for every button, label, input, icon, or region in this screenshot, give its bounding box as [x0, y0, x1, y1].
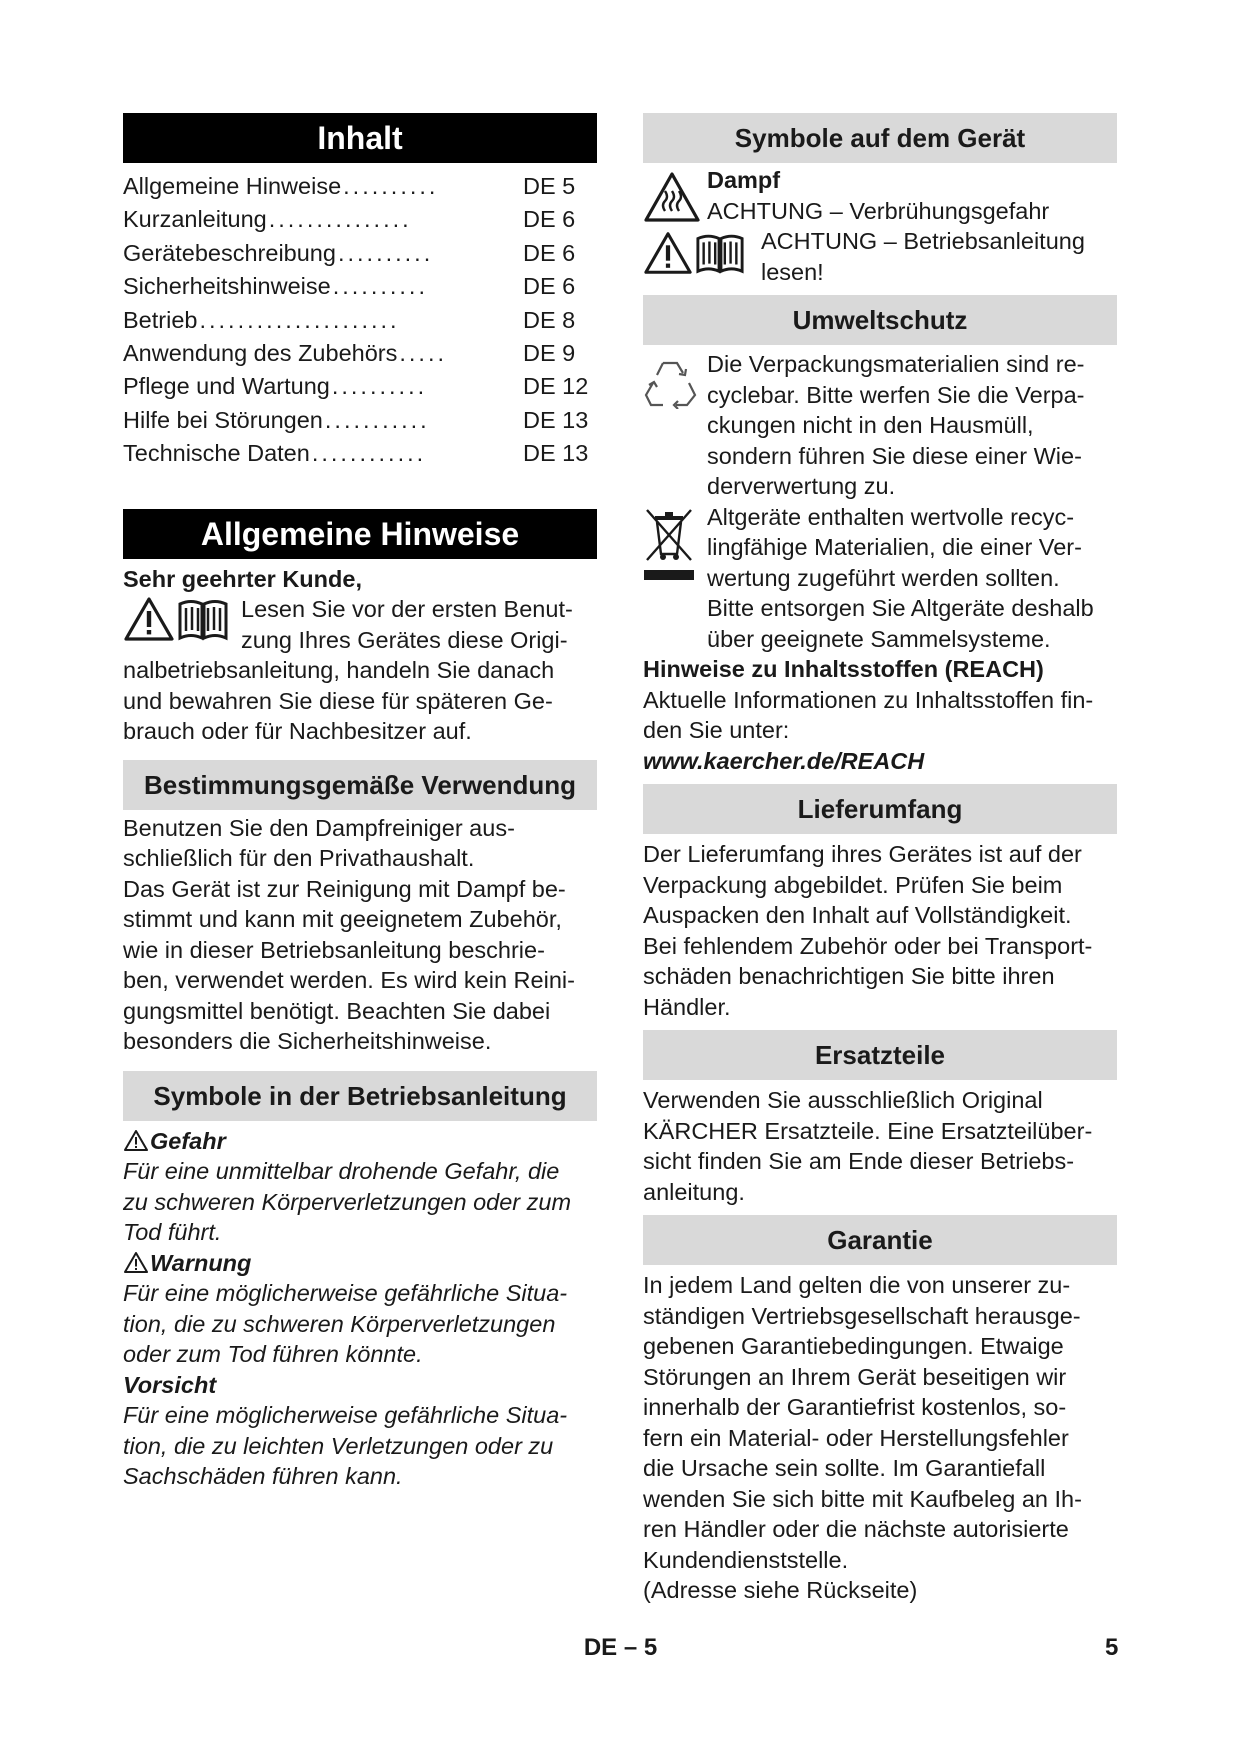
toc-entry-dots: ..........	[331, 373, 428, 400]
text-line: oder zum Tod führen könnte.	[123, 1341, 423, 1368]
toc-entry[interactable]	[123, 237, 597, 270]
toc-entry-title: Technische Daten	[123, 440, 310, 467]
toc-entry-dots: ...............	[268, 206, 412, 233]
text-line: wenden Sie sich bitte mit Kaufbeleg an Ih-	[643, 1485, 1082, 1512]
dampf-notice	[643, 165, 1117, 226]
text-line: schäden benachrichtigen Sie bitte ihren	[643, 963, 1055, 989]
right-column	[643, 113, 1117, 1606]
text-line: In jedem Land gelten die von unserer zu-	[643, 1272, 1071, 1298]
text-line: gebenen Garantiebedingungen. Etwaige	[643, 1333, 1064, 1359]
text-line: ben, verwendet werden. Es wird kein Reini-	[123, 967, 575, 994]
toc-entry-title: Allgemeine Hinweise	[123, 173, 342, 199]
text-line: lesen!	[761, 258, 824, 285]
reach-heading: Hinweise zu Inhaltsstoffen (REACH)	[643, 656, 1044, 682]
text-line: lingfähige Materialien, die einer Ver-	[707, 534, 1082, 560]
toc-heading: Inhalt	[123, 113, 597, 163]
toc-entry[interactable]	[123, 270, 597, 303]
toc-entry-dots: ..........	[337, 239, 434, 266]
toc-entry[interactable]	[123, 170, 597, 203]
page-number: 5	[1105, 1634, 1119, 1661]
text-line: Das Gerät ist zur Reinigung mit Dampf be-	[123, 875, 566, 902]
toc-entry-title: Anwendung des Zubehörs	[123, 340, 398, 367]
text-line: ckungen nicht in den Hausmüll,	[707, 412, 1034, 438]
warnung-label: Warnung	[150, 1249, 252, 1276]
text-line: stimmt und kann mit geeignetem Zubehör,	[123, 906, 562, 933]
toc-entry-page: DE 9	[523, 340, 576, 367]
section-heading-bestimmung: Bestimmungsgemäße Verwendung	[123, 760, 597, 810]
section-heading-garantie: Garantie	[643, 1215, 1117, 1265]
text-line: ren Händler oder die nächste autorisierte	[643, 1516, 1069, 1542]
text-line: Händler.	[643, 993, 731, 1020]
toc-entry[interactable]	[123, 370, 597, 403]
toc-entry-title: Kurzanleitung	[123, 206, 267, 233]
toc-entry[interactable]	[123, 304, 597, 337]
toc-entry-dots: .....................	[199, 306, 400, 333]
manual-book-icon	[177, 596, 229, 642]
toc-entry-page: DE 5	[523, 173, 576, 199]
text-line: zu schweren Körperverletzungen oder zum	[123, 1188, 572, 1215]
steam-warning-icon	[643, 171, 701, 223]
text-line: zung Ihres Gerätes diese Origi-	[241, 626, 568, 653]
recycling-icon	[643, 357, 697, 409]
text-line: sicht finden Sie am Ende dieser Betriebs-	[643, 1148, 1075, 1174]
text-line: Bitte entsorgen Sie Altgeräte deshalb	[707, 595, 1094, 621]
garantie-body	[643, 1270, 1117, 1606]
greeting: Sehr geehrter Kunde,	[123, 565, 362, 592]
section-heading-umweltschutz: Umweltschutz	[643, 295, 1117, 345]
warning-triangle-icon	[123, 1251, 149, 1274]
toc-entry-title: Hilfe bei Störungen	[123, 406, 323, 433]
text-line: Für eine unmittelbar drohende Gefahr, die	[123, 1158, 560, 1185]
section-heading-lieferumfang: Lieferumfang	[643, 784, 1117, 834]
text-line: sondern führen Sie diese einer Wie-	[707, 442, 1082, 469]
text-line: Der Lieferumfang ihres Gerätes ist auf der	[643, 841, 1082, 867]
ersatzteile-body	[643, 1085, 1117, 1207]
warning-triangle-icon	[123, 596, 175, 642]
text-line: cyclebar. Bitte werfen Sie die Verpa-	[707, 381, 1085, 408]
text-line: innerhalb der Garantiefrist kostenlos, so-	[643, 1394, 1067, 1420]
section-heading-ersatzteile: Ersatzteile	[643, 1030, 1117, 1080]
toc-entry-page: DE 8	[523, 306, 576, 333]
toc-entry-dots: .....	[399, 340, 448, 367]
left-column	[123, 113, 597, 1492]
toc-entry-title: Sicherheitshinweise	[123, 273, 331, 300]
toc-entry-page: DE 13	[523, 440, 589, 467]
text-line: Die Verpackungsmaterialien sind re-	[707, 351, 1085, 377]
gefahr-heading	[123, 1126, 597, 1157]
text-line: den Sie unter:	[643, 717, 790, 743]
text-line: Tod führt.	[123, 1219, 222, 1246]
toc-entry-page: DE 6	[523, 239, 576, 266]
text-line: tion, die zu leichten Verletzungen oder zu	[123, 1432, 554, 1459]
toc-entry-page: DE 12	[523, 373, 589, 400]
table-of-contents	[123, 170, 597, 471]
text-line: wie in dieser Betriebsanleitung beschrie-	[123, 936, 545, 963]
vorsicht-label: Vorsicht	[123, 1371, 217, 1398]
text-line: Sachschäden führen kann.	[123, 1463, 403, 1490]
section-heading-symbole-anleitung: Symbole in der Betriebsanleitung	[123, 1071, 597, 1121]
gefahr-label: Gefahr	[150, 1127, 226, 1154]
text-line: Störungen an Ihrem Gerät beseitigen wir	[643, 1363, 1067, 1390]
toc-entry-title: Betrieb	[123, 306, 198, 333]
text-line: (Adresse siehe Rückseite)	[643, 1577, 918, 1603]
lieferumfang-body	[643, 839, 1117, 1022]
text-line: Für eine möglicherweise gefährliche Situa-	[123, 1402, 568, 1429]
text-line: Für eine möglicherweise gefährliche Situa-	[123, 1280, 568, 1307]
toc-entry-dots: ..........	[332, 273, 428, 300]
read-manual-notice	[123, 594, 597, 655]
text-line: Auspacken den Inhalt auf Vollständigkeit.	[643, 902, 1072, 928]
warnung-heading	[123, 1248, 597, 1279]
text-line: KÄRCHER Ersatzteile. Eine Ersatzteilüber-	[643, 1117, 1093, 1144]
text-line: nalbetriebsanleitung, handeln Sie danach	[123, 657, 555, 684]
text-line: Verpackung abgebildet. Prüfen Sie beim	[643, 871, 1063, 898]
text-line: und bewahren Sie diese für späteren Ge-	[123, 687, 553, 714]
toc-entry-page: DE 6	[523, 273, 576, 300]
text-line: anleitung.	[643, 1178, 745, 1205]
toc-entry-page: DE 13	[523, 406, 589, 433]
text-line: besonders die Sicherheitshinweise.	[123, 1028, 492, 1055]
toc-entry[interactable]	[123, 404, 597, 437]
manual-book-icon	[695, 230, 745, 276]
read-manual-device-notice	[643, 226, 1117, 287]
text-line: derverwertung zu.	[707, 473, 896, 499]
section-heading-symbole-geraet: Symbole auf dem Gerät	[643, 113, 1117, 163]
toc-entry-page: DE 6	[523, 206, 576, 233]
footer-section-label: DE – 5	[583, 1634, 658, 1661]
text-line: schließlich für den Privathaushalt.	[123, 845, 475, 872]
bestimmung-body	[123, 813, 597, 1057]
toc-entry-dots: ..........	[343, 173, 439, 199]
text-line: Bei fehlendem Zubehör oder bei Transport-	[643, 932, 1093, 959]
recycling-notice	[643, 349, 1117, 502]
text-line: Benutzen Sie den Dampfreiniger aus-	[123, 814, 515, 841]
warning-triangle-icon	[643, 230, 693, 276]
crossed-bin-icon	[643, 506, 695, 586]
toc-entry-dots: ............	[311, 440, 427, 467]
text-line: tion, die zu schweren Körperverletzungen	[123, 1310, 556, 1337]
text-line: Verwenden Sie ausschließlich Original	[643, 1087, 1043, 1113]
section-heading-allgemeine-hinweise: Allgemeine Hinweise	[123, 509, 597, 559]
text-line: wertung zugeführt werden sollten.	[707, 564, 1060, 591]
toc-entry[interactable]	[123, 203, 597, 236]
toc-entry-dots: ...........	[324, 406, 430, 433]
symbole-anleitung-body	[123, 1126, 597, 1492]
text-line: Lesen Sie vor der ersten Benut-	[241, 596, 573, 623]
text-line: Aktuelle Informationen zu Inhaltsstoffen fin-	[643, 686, 1094, 713]
text-line: über geeignete Sammelsysteme.	[707, 625, 1051, 652]
text-line: Altgeräte enthalten wertvolle recyc-	[707, 503, 1075, 530]
toc-entry[interactable]	[123, 337, 597, 370]
toc-entry[interactable]	[123, 437, 597, 470]
warning-triangle-icon	[123, 1129, 149, 1152]
weee-notice	[643, 502, 1117, 655]
reach-link[interactable]: www.kaercher.de/REACH	[643, 747, 925, 774]
text-line: die Ursache sein sollte. Im Garantiefall	[643, 1455, 1046, 1481]
toc-entry-title: Pflege und Wartung	[123, 373, 330, 400]
toc-entry-title: Gerätebeschreibung	[123, 239, 336, 266]
text-line: ACHTUNG – Betriebsanleitung	[761, 228, 1085, 254]
text-line: ACHTUNG – Verbrühungsgefahr	[707, 197, 1050, 224]
text-line: brauch oder für Nachbesitzer auf.	[123, 718, 472, 745]
dampf-label: Dampf	[707, 167, 781, 193]
text-line: ständigen Vertriebsgesellschaft herausge-	[643, 1302, 1081, 1329]
text-line: Kundendienststelle.	[643, 1546, 849, 1573]
text-line: fern ein Material- oder Herstellungsfehler	[643, 1424, 1069, 1451]
text-line: gungsmittel benötigt. Beachten Sie dabei	[123, 997, 551, 1024]
